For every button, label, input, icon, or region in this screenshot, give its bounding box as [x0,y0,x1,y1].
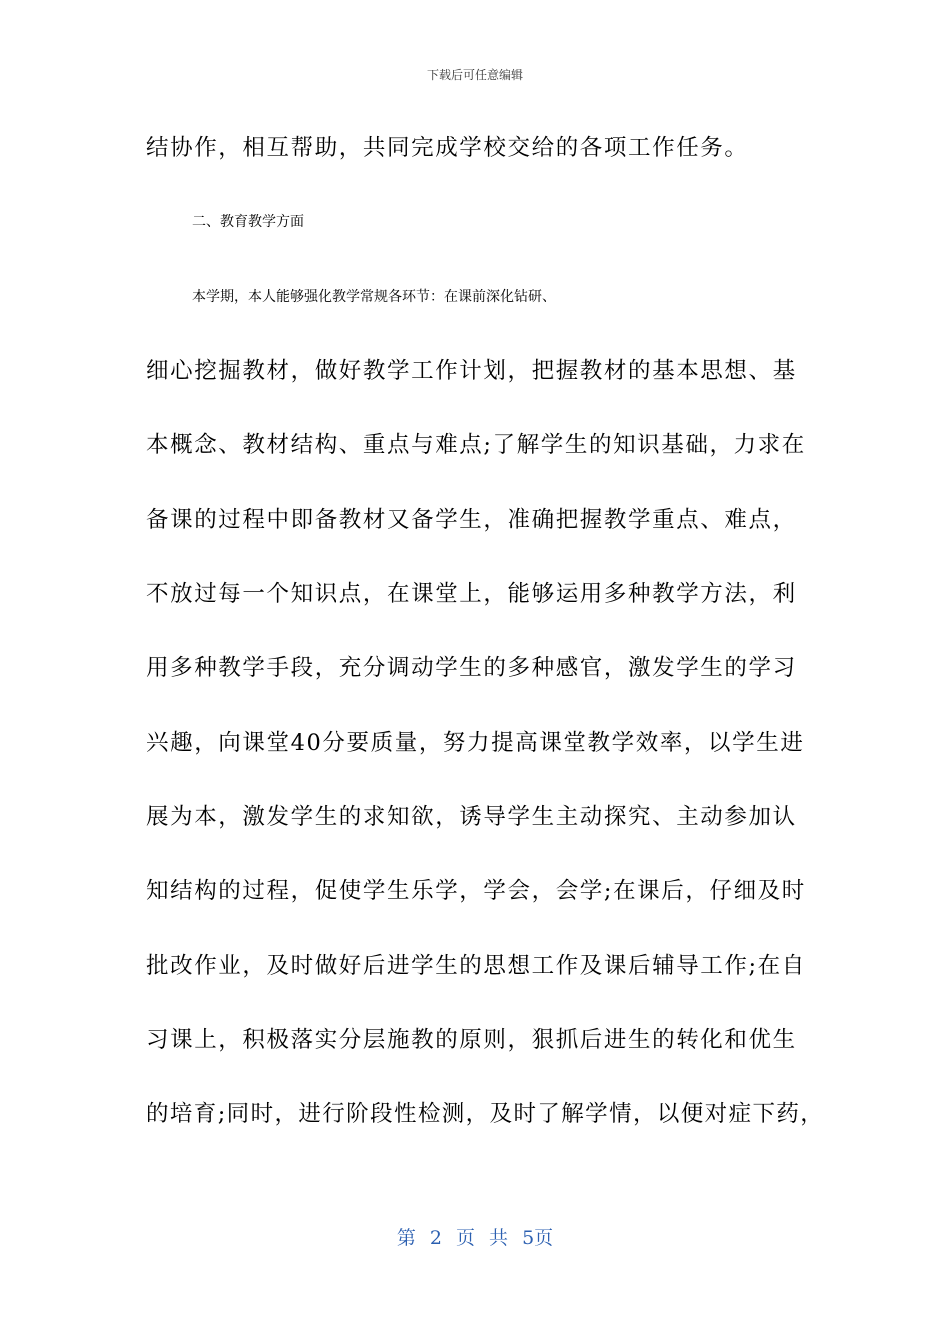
paragraph-line: 本学期，本人能够强化教学常规各环节：在课前深化钻研、 [192,289,556,305]
section-heading: 二、教育教学方面 [192,214,304,230]
paragraph-line: 备课的过程中即备教材又备学生，准确把握教学重点、难点， [146,507,797,533]
paragraph-line: 的培育;同时，进行阶段性检测，及时了解学情，以便对症下药， [146,1101,825,1127]
paragraph-line: 习课上，积极落实分层施教的原则，狠抓后进生的转化和优生 [146,1027,797,1053]
page-number-footer: 第 2 页 共 5页 [396,1227,554,1249]
paragraph-line: 批改作业，及时做好后进学生的思想工作及课后辅导工作;在自 [146,953,806,979]
page-header: 下载后可任意编辑 [426,68,523,82]
paragraph-line: 结协作，相互帮助，共同完成学校交给的各项工作任务。 [146,135,749,161]
paragraph-line: 知结构的过程，促使学生乐学，学会，会学;在课后，仔细及时 [146,878,806,904]
paragraph-line: 细心挖掘教材，做好教学工作计划，把握教材的基本思想、基 [146,358,797,384]
paragraph-line: 用多种教学手段，充分调动学生的多种感官，激发学生的学习 [146,655,797,681]
paragraph-line: 展为本，激发学生的求知欲，诱导学生主动探究、主动参加认 [146,804,797,830]
paragraph-line: 兴趣，向课堂40分要质量，努力提高课堂教学效率，以学生进 [146,730,805,756]
paragraph-line: 不放过每一个知识点，在课堂上，能够运用多种教学方法，利 [146,581,797,607]
paragraph-line: 本概念、教材结构、重点与难点;了解学生的知识基础，力求在 [146,432,806,458]
